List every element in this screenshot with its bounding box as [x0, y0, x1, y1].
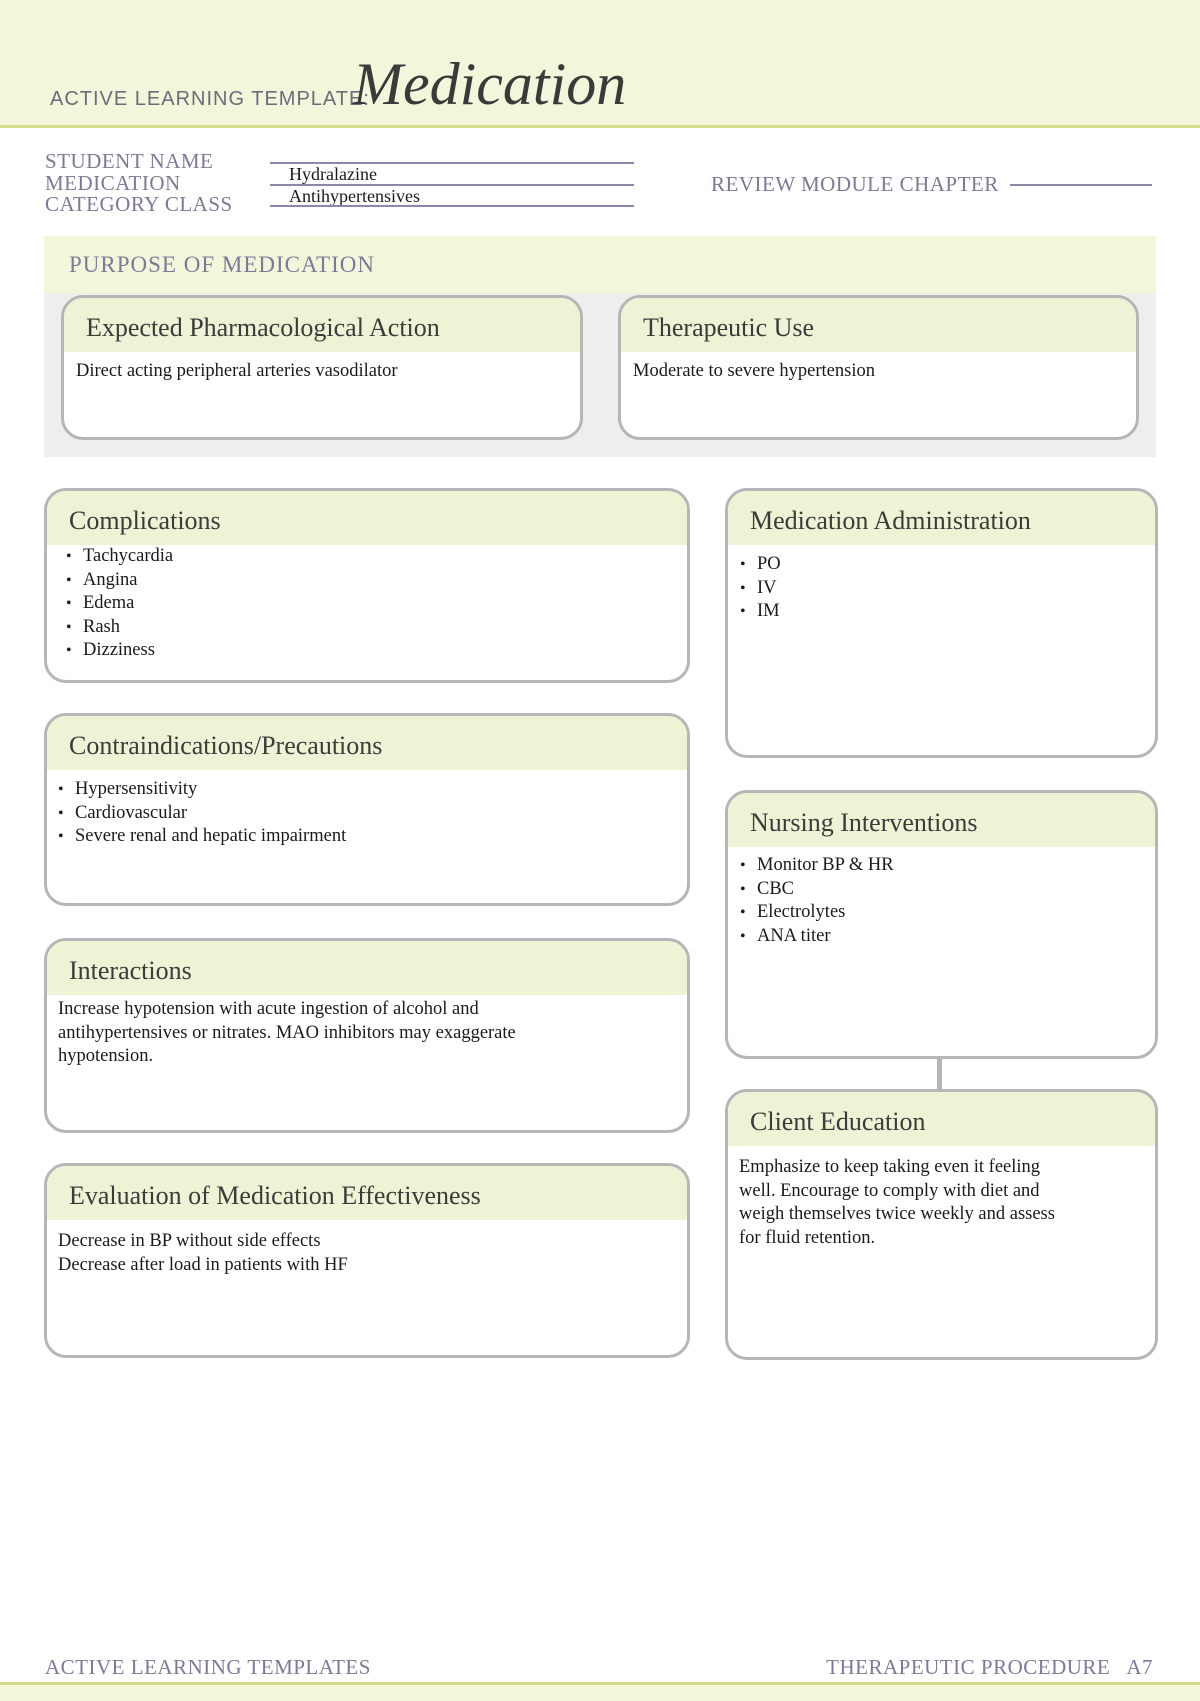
interactions-box[interactable]	[44, 938, 690, 1133]
box-body	[47, 995, 687, 1069]
footer-left: ACTIVE LEARNING TEMPLATES	[45, 1655, 371, 1679]
text-line: antihypertensives or nitrates. MAO inhibitors may exaggerate	[58, 1022, 516, 1043]
nursing-interventions-box[interactable]	[725, 790, 1158, 1059]
box-header	[728, 1092, 1155, 1146]
list-item: • Severe renal and hepatic impairment	[55, 825, 671, 849]
client-education-box[interactable]	[725, 1089, 1158, 1360]
header-band	[0, 0, 1200, 128]
medication-label: MEDICATION	[45, 171, 181, 195]
text-line: Decrease in BP without side effects	[58, 1231, 321, 1251]
box-body	[728, 545, 1155, 624]
purpose-header	[44, 236, 1156, 293]
box-title: Contraindications/Precautions	[69, 731, 383, 760]
text-line: Decrease after load in patients with HF	[58, 1254, 348, 1275]
medication-value[interactable]: Hydralazine	[289, 164, 377, 184]
therapeutic-use-text: Moderate to severe hypertension	[633, 361, 875, 381]
box-body	[728, 847, 1155, 948]
text-line: for fluid retention.	[739, 1227, 876, 1248]
complications-box[interactable]	[44, 488, 690, 683]
box-body	[47, 545, 687, 663]
box-title: Expected Pharmacological Action	[86, 313, 440, 342]
medication-administration-box[interactable]	[725, 488, 1158, 758]
list-item: • Rash	[63, 616, 671, 640]
list-item: • CBC	[737, 878, 1139, 902]
box-title: Nursing Interventions	[750, 808, 978, 837]
text-line: Increase hypotension with acute ingestion of alcohol and	[58, 999, 479, 1019]
contraindications-box[interactable]	[44, 713, 690, 906]
box-title: Therapeutic Use	[643, 313, 815, 342]
box-header	[47, 491, 687, 545]
list-item: • IV	[737, 577, 1139, 601]
box-body	[728, 1146, 1155, 1250]
box-header	[64, 298, 580, 352]
evaluation-box[interactable]	[44, 1163, 690, 1358]
box-body	[47, 1220, 687, 1277]
text-line: Emphasize to keep taking even it feeling	[739, 1157, 1041, 1177]
footer-right: THERAPEUTIC PROCEDURE A7	[826, 1655, 1153, 1679]
list-item: • Cardiovascular	[55, 802, 671, 826]
list-item: • Hypersensitivity	[55, 778, 671, 802]
box-header	[728, 491, 1155, 545]
category-class-label: CATEGORY CLASS	[45, 192, 233, 216]
footer-band	[0, 1682, 1200, 1701]
box-header	[621, 298, 1136, 352]
student-name-label: STUDENT NAME	[45, 149, 214, 173]
list-item: • Tachycardia	[63, 545, 671, 569]
template-label: ACTIVE LEARNING TEMPLATE:	[50, 88, 370, 110]
connector-line	[937, 1057, 942, 1092]
review-module-chapter-field[interactable]	[1010, 184, 1152, 186]
list-item: • ANA titer	[737, 925, 1139, 949]
expected-action-text: Direct acting peripheral arteries vasodilator	[76, 361, 398, 381]
purpose-title: PURPOSE OF MEDICATION	[69, 252, 375, 277]
box-title: Medication Administration	[750, 506, 1031, 535]
category-class-field[interactable]	[270, 205, 634, 207]
box-body	[621, 352, 1136, 384]
nursing-interventions-list	[737, 854, 1139, 948]
text-line: weigh themselves twice weekly and assess	[739, 1204, 1055, 1224]
box-title: Evaluation of Medication Effectiveness	[69, 1181, 481, 1210]
expected-action-box[interactable]	[61, 295, 583, 440]
text-line: well. Encourage to comply with diet and	[739, 1180, 1040, 1201]
complications-list	[63, 545, 671, 663]
list-item: • PO	[737, 553, 1139, 577]
list-item: • Angina	[63, 569, 671, 593]
box-body	[64, 352, 580, 384]
administration-list	[737, 553, 1139, 624]
box-header	[47, 941, 687, 995]
list-item: • Edema	[63, 592, 671, 616]
contraindications-list	[55, 778, 671, 849]
box-body	[47, 770, 687, 849]
box-header	[47, 1166, 687, 1220]
box-title: Interactions	[69, 956, 192, 985]
list-item: • Monitor BP & HR	[737, 854, 1139, 878]
box-title: Client Education	[750, 1107, 926, 1136]
text-line: hypotension.	[58, 1046, 154, 1066]
list-item: • Electrolytes	[737, 901, 1139, 925]
box-title: Complications	[69, 506, 221, 535]
category-class-value[interactable]: Antihypertensives	[289, 186, 420, 206]
list-item: • IM	[737, 600, 1139, 624]
box-header	[47, 716, 687, 770]
review-module-chapter-label: REVIEW MODULE CHAPTER	[711, 172, 999, 196]
therapeutic-use-box[interactable]	[618, 295, 1139, 440]
page-title: Medication	[353, 51, 627, 117]
list-item: • Dizziness	[63, 639, 671, 663]
box-header	[728, 793, 1155, 847]
